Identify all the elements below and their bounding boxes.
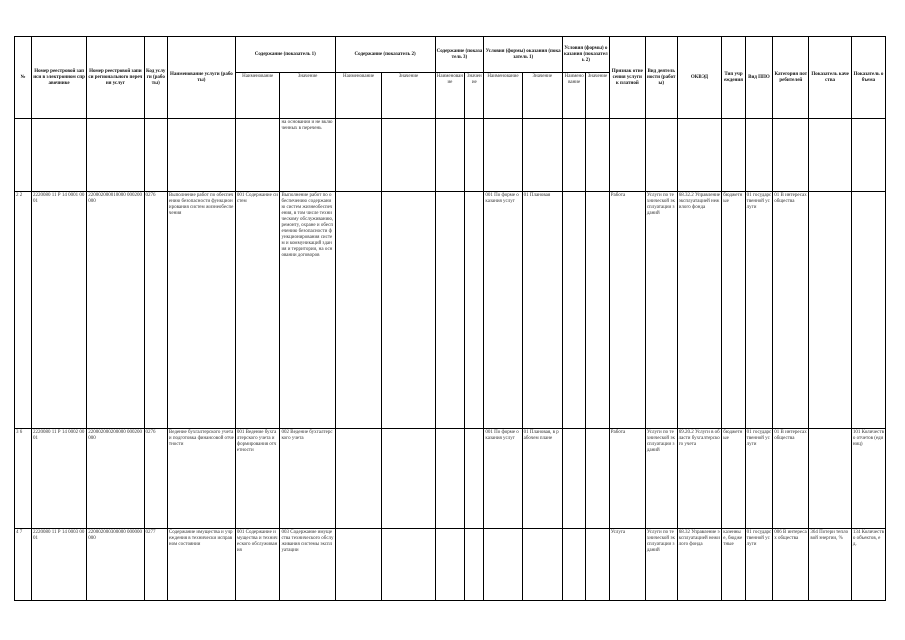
content1-value-cell: Выполнение работ по обеспечению содержанию систем жизнеобеспечения, в том числе техническому обслуживанию, ремонту, охране и обеспечению безопасности функционирования систем и коммуникаций здания и территории, на основании договоров <box>280 192 335 429</box>
conditions1-value-cell: 01 Плановая, в рабочем плане <box>522 429 562 529</box>
header-registry-number-subject: Номер реестровой записи регионального перечня услуг <box>87 37 144 119</box>
header-sign: Признак отнесения услуги к платной <box>609 37 645 119</box>
header-registry-number: Номер реестровой записи в электронном справочнике <box>31 37 86 119</box>
sub-header-value: Значение <box>382 73 435 119</box>
content2-name-cell <box>335 529 382 601</box>
conditions1-value-cell <box>522 119 562 192</box>
conditions2-value-cell <box>586 192 609 429</box>
sub-header-name: Наименование <box>484 73 522 119</box>
service-code-cell: 0277 <box>144 529 167 601</box>
conditions2-name-cell <box>562 429 585 529</box>
header-type: Вид деятельности (работы) <box>645 37 677 119</box>
conditions2-name-cell <box>562 192 585 429</box>
conditions1-name-cell <box>484 529 522 601</box>
registry-number-subject-cell: 220002000200000 000200000 <box>87 429 144 529</box>
content2-name-cell <box>335 429 382 529</box>
quality-indicator-cell <box>809 192 851 429</box>
sub-header-name: Наименование <box>562 73 585 119</box>
content3-value-cell <box>465 529 484 601</box>
activity-type-cell: Услуги по технической эксплуатации зданий <box>645 429 677 529</box>
table-row <box>15 119 886 192</box>
service-code-cell <box>144 119 167 192</box>
content3-name-cell <box>435 192 465 429</box>
registry-number-subject-cell: 220002000010000 000200000 <box>87 192 144 429</box>
institution-type-cell: бюджетные <box>722 429 745 529</box>
conditions2-value-cell <box>586 529 609 601</box>
consumer-category-cell: 006 В интересах общества <box>773 529 809 601</box>
paid-sign-cell: Работа <box>609 429 645 529</box>
content1-name-cell: 001 Содержание систем <box>235 192 280 429</box>
conditions2-name-cell <box>562 119 585 192</box>
content2-name-cell <box>335 192 382 429</box>
volume-indicator-cell <box>851 119 885 192</box>
header-service-name: Наименование услуги (работы) <box>167 37 235 119</box>
conditions1-name-cell: 001 По форме оказания услуг <box>484 429 522 529</box>
sub-header-value: Значение <box>522 73 562 119</box>
conditions2-name-cell <box>562 529 585 601</box>
consumer-category-cell <box>773 119 809 192</box>
row-number-cell <box>15 119 32 192</box>
institution-type-cell <box>722 119 745 192</box>
consumer-category-cell: 01 В интересах общества <box>773 429 809 529</box>
content1-value-cell: 003 Содержание имущества технического обслуживания системы эксплуатации <box>280 529 335 601</box>
content1-name-cell <box>235 119 280 192</box>
quality-indicator-cell: 364 Потери тепловой энергии, % <box>809 529 851 601</box>
registry-number-cell <box>31 119 86 192</box>
row-number-cell: 2 2 <box>15 192 32 429</box>
sub-header-name: Наименование <box>435 73 465 119</box>
table-row <box>15 429 886 529</box>
paid-sign-cell <box>609 119 645 192</box>
volume-indicator-cell <box>851 192 885 429</box>
registry-table <box>14 36 886 601</box>
sub-header-name: Наименование <box>235 73 280 119</box>
content2-name-cell <box>335 119 382 192</box>
sub-header-value: Значение <box>280 73 335 119</box>
content2-value-cell <box>382 119 435 192</box>
header-conditions-1: Условия (формы) оказания (показатель 1) <box>484 37 563 73</box>
sub-header-value: Значение <box>465 73 484 119</box>
conditions1-value-cell <box>522 529 562 601</box>
content2-value-cell <box>382 529 435 601</box>
volume-indicator-cell: 101 Количество отчетов (единиц) <box>851 429 885 529</box>
row-number-cell: 3 6 <box>15 429 32 529</box>
content1-value-cell: на основании и не включенных в перечень <box>280 119 335 192</box>
registry-number-subject-cell: 220002000300000 000000000 <box>87 529 144 601</box>
service-name-cell: Содержание имущества и учреждения в технически исправном состоянии <box>167 529 235 601</box>
content2-value-cell <box>382 192 435 429</box>
content2-value-cell <box>382 429 435 529</box>
institution-type-cell: казенные, бюджетные <box>722 529 745 601</box>
table-row <box>15 529 886 601</box>
registry-number-cell: 2220080 11 Р 14 0001 0001 <box>31 192 86 429</box>
content1-value-cell: 002 Ведение бухгалтерского учета <box>280 429 335 529</box>
activity-type-cell <box>645 119 677 192</box>
table-body <box>15 119 886 601</box>
okved-code-cell: 68.32.2 Управление эксплуатацией нежилого фонда <box>677 192 722 429</box>
conditions1-name-cell: 001 По форме оказания услуг <box>484 192 522 429</box>
header-okved: ОКВЭД <box>677 37 722 119</box>
activity-type-cell: Услуги по технической эксплуатации зданий <box>645 192 677 429</box>
header-volume: Показатель объема <box>851 37 885 119</box>
conditions1-name-cell <box>484 119 522 192</box>
content3-name-cell <box>435 429 465 529</box>
content3-name-cell <box>435 529 465 601</box>
service-code-cell: 0276 <box>144 192 167 429</box>
registry-number-subject-cell <box>87 119 144 192</box>
ppo-type-cell: 01 государственной услуги <box>745 429 773 529</box>
content3-value-cell <box>465 192 484 429</box>
content1-name-cell: 001 Содержание имущества и технического обслуживания <box>235 529 280 601</box>
header-num: № <box>15 37 32 119</box>
conditions1-value-cell: 01 Плановая <box>522 192 562 429</box>
content3-value-cell <box>465 429 484 529</box>
content3-name-cell <box>435 119 465 192</box>
row-number-cell: 4 7 <box>15 529 32 601</box>
consumer-category-cell: 01 В интересах общества <box>773 192 809 429</box>
volume-indicator-cell: 134 Количество объектов, ед. <box>851 529 885 601</box>
header-quality: Показатель качества <box>809 37 851 119</box>
content3-value-cell <box>465 119 484 192</box>
conditions2-value-cell <box>586 119 609 192</box>
service-name-cell <box>167 119 235 192</box>
ppo-type-cell: 01 государственной услуги <box>745 192 773 429</box>
paid-sign-cell: Услуга <box>609 529 645 601</box>
header-content-3: Содержание (показатель 3) <box>435 37 484 73</box>
okved-code-cell: 69.20.2 Услуги в области бухгалтерского учета <box>677 429 722 529</box>
activity-type-cell: Услуги по технической эксплуатации зданий <box>645 529 677 601</box>
okved-code-cell <box>677 119 722 192</box>
table-row <box>15 192 886 429</box>
okved-code-cell: 68.32 Управление эксплуатацией нежилого фонда <box>677 529 722 601</box>
service-code-cell: 0276 <box>144 429 167 529</box>
header-conditions-2: Условия (формы) оказания (показатель 2) <box>562 37 609 73</box>
quality-indicator-cell <box>809 429 851 529</box>
sub-header-name: Наименование <box>335 73 382 119</box>
sub-header-value: Значение <box>586 73 609 119</box>
registry-number-cell: 2220080 11 Р 14 0002 0001 <box>31 429 86 529</box>
header-service-code: Код услуги (работы) <box>144 37 167 119</box>
content1-name-cell: 001 Ведение бухгалтерского учета и формирования отчетности <box>235 429 280 529</box>
service-name-cell: Выполнение работ по обеспечению безопасности функционирования систем жизнеобеспечения <box>167 192 235 429</box>
paid-sign-cell: Работа <box>609 192 645 429</box>
conditions2-value-cell <box>586 429 609 529</box>
quality-indicator-cell <box>809 119 851 192</box>
institution-type-cell: бюджетные <box>722 192 745 429</box>
service-name-cell: Ведение бухгалтерского учета и подготовка финансовой отчетности <box>167 429 235 529</box>
ppo-type-cell <box>745 119 773 192</box>
registry-number-cell: 2220080 11 Р 14 0003 0001 <box>31 529 86 601</box>
header-ppo-type: Вид ППО <box>745 37 773 119</box>
header-row-main <box>15 37 886 73</box>
header-category: Категория потребителей <box>773 37 809 119</box>
header-content-1: Содержание (показатель 1) <box>235 37 335 73</box>
registry-table-sheet <box>14 36 886 601</box>
ppo-type-cell: 01 государственной услуги <box>745 529 773 601</box>
header-content-2: Содержание (показатель 2) <box>335 37 435 73</box>
header-institution-type: Тип учреждения <box>722 37 745 119</box>
